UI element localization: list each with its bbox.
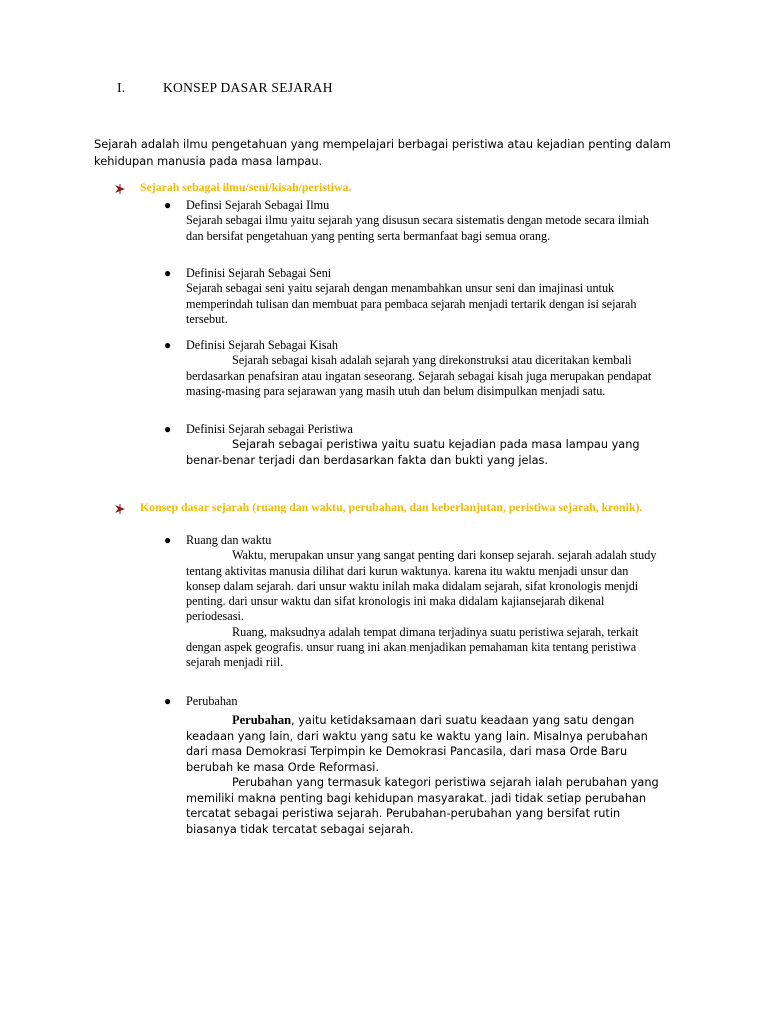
bullet-icon: ●	[164, 533, 172, 547]
paragraph: Perubahan yang termasuk kategori peristiwa sejarah ialah perubahan yang memiliki makna penting bagi kehidupan masyarakat. jadi tidak setiap perubahan tercatat sebagai peristiwa sejarah. Perubahan-perubahan yang bersifat rutin biasanya tidak tercatat sebagai sejarah.	[186, 776, 659, 836]
paragraph: Waktu, merupakan unsur yang sangat penting dari konsep sejarah. sejarah adalah study tentang aktivitas manusia dilihat dari kurun waktunya. karena itu waktu menjadi unsur dan konsep dalam sejarah. dari unsur waktu inilah maka didalam sejarah, sifat kronologis menjdi penting. dari unsur waktu dan sifat kronologis ini maka didalam kajiansejarah dikenal periodesasi.	[186, 548, 657, 624]
arrow-bullet-icon	[114, 183, 126, 195]
section2-title: Konsep dasar sejarah (ruang dan waktu, perubahan, dan keberlanjutan, peristiwa sejarah, kronik).	[140, 500, 643, 514]
list-item	[164, 533, 664, 671]
list-item	[164, 338, 664, 399]
item-body: Sejarah sebagai seni yaitu sejarah dengan menambahkan unsur seni dan imajinasi untuk memperindah tulisan dan membuat para pembaca sejarah menjadi tertarik dengan isi sejarah tersebut.	[186, 281, 637, 326]
paragraph: Ruang, maksudnya adalah tempat dimana terjadinya suatu peristiwa sejarah, terkait dengan aspek geografis. unsur ruang ini akan menjadikan pemahaman kita tentang peristiwa sejarah menjadi riil.	[186, 624, 639, 670]
item-label: Ruang dan waktu	[186, 533, 272, 547]
item-label: Definisi Sejarah Sebagai Kisah	[186, 338, 338, 352]
bullet-icon: ●	[164, 694, 172, 708]
heading-number: I.	[117, 80, 126, 95]
list-item	[164, 694, 664, 837]
list-item	[164, 198, 664, 244]
section1-title: Sejarah sebagai ilmu/seni/kisah/peristiwa.	[140, 180, 352, 194]
item-body: Sejarah sebagai kisah adalah sejarah yang direkonstruksi atau diceritakan kembali berdasarkan penafsiran atau ingatan seseorang. Sejarah sebagai kisah juga merupakan pendapat masing-masing para sejarawan yang masih utuh dan belum disimpulkan menjadi satu.	[186, 353, 652, 398]
bullet-icon: ●	[164, 198, 172, 212]
term-bold: Perubahan	[232, 713, 292, 728]
list-item	[164, 422, 664, 468]
section-heading	[117, 80, 333, 96]
item-label: Perubahan	[186, 694, 238, 708]
bullet-icon: ●	[164, 266, 172, 280]
paragraph: , yaitu ketidaksamaan dari suatu keadaan yang satu dengan keadaan yang lain, dari waktu yang satu ke waktu yang lain. Misalnya perubahan dari masa Demokrasi Terpimpin ke Demokrasi Pancasila, dari masa Orde Baru berubah ke masa Orde Reformasi.	[186, 714, 648, 774]
intro-paragraph: Sejarah adalah ilmu pengetahuan yang mempelajari berbagai peristiwa atau kejadian penting dalam kehidupan manusia pada masa lampau.	[94, 137, 671, 168]
item-label: Definsi Sejarah Sebagai Ilmu	[186, 198, 330, 212]
item-body: Sejarah sebagai peristiwa yaitu suatu kejadian pada masa lampau yang benar-benar terjadi dan berdasarkan fakta dan bukti yang jelas.	[186, 438, 640, 467]
item-body: Sejarah sebagai ilmu yaitu sejarah yang disusun secara sistematis dengan metode secara ilmiah dan bersifat pengetahuan yang penting serta bermanfaat bagi semua orang.	[186, 213, 649, 243]
arrow-bullet-icon	[114, 503, 126, 515]
list-item	[164, 266, 664, 327]
heading-title: KONSEP DASAR SEJARAH	[163, 80, 333, 95]
bullet-icon: ●	[164, 338, 172, 352]
bullet-icon: ●	[164, 422, 172, 436]
item-label: Definisi Sejarah Sebagai Seni	[186, 266, 332, 280]
item-label: Definisi Sejarah sebagai Peristiwa	[186, 422, 353, 436]
